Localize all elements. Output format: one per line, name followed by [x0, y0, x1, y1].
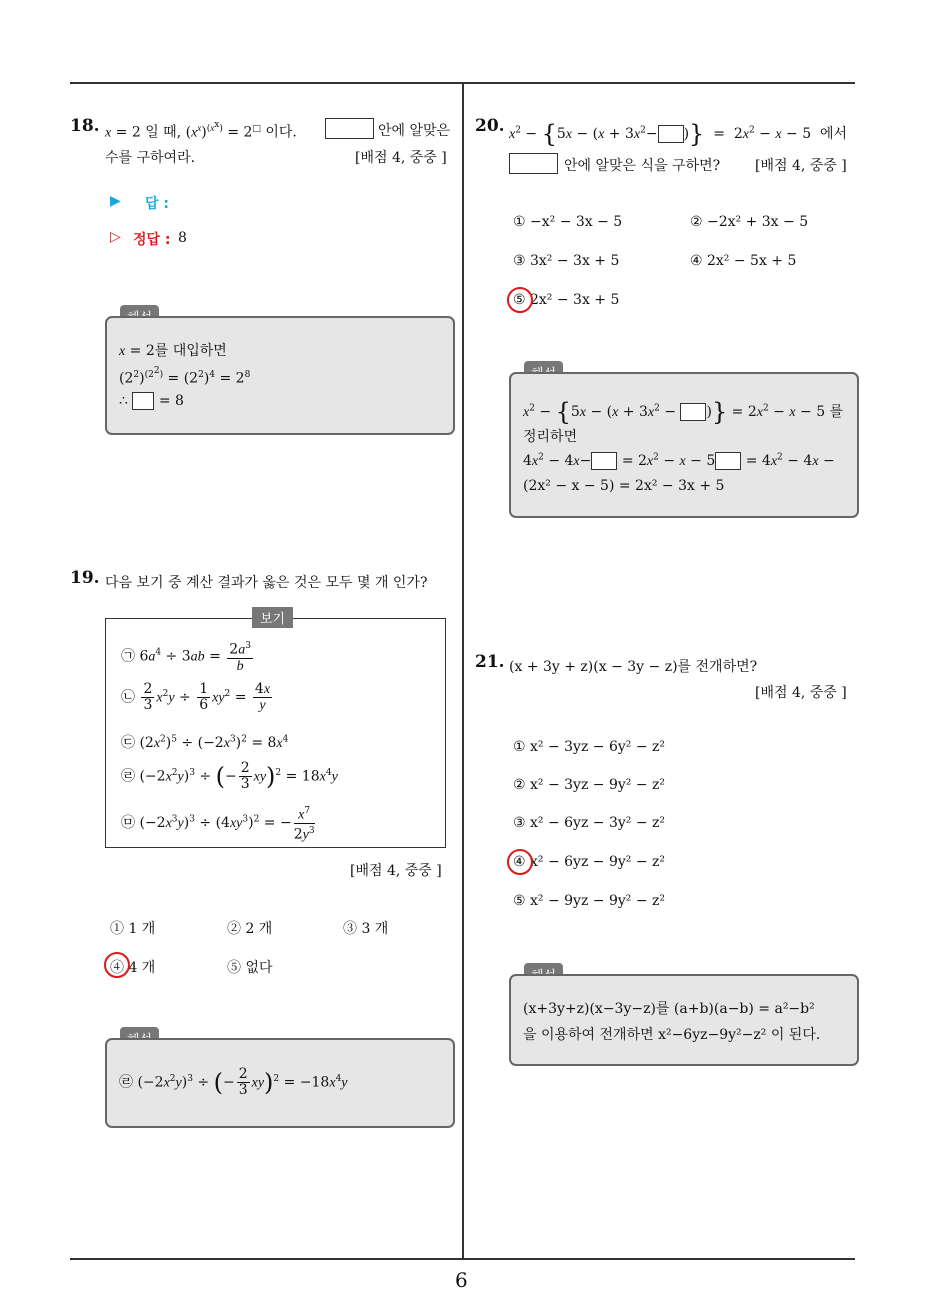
- q20-choice-4[interactable]: ④ 2x² − 5x + 5: [690, 253, 797, 269]
- q19-correct-mark-icon: [104, 952, 130, 978]
- q20-choice-3[interactable]: ③ 3x² − 3x + 5: [513, 253, 620, 269]
- q19-item-b: ㉡ $\frac{2}{3}$ $x^2y$ ÷ $\frac{1}{6}$ $xy^2$ = $\frac{4x}{y}$: [121, 681, 271, 713]
- q20-solution-line2: 정리하면: [523, 429, 578, 445]
- q20-solution-line3: $4x^2 - 4x- = 2x^2 - x - 5 = 4x^2 - 4x$ −: [523, 452, 835, 469]
- q18-answer-arrow-icon: ▶: [110, 193, 121, 209]
- q18-equation: x: [105, 125, 112, 141]
- q18-question-line2: 수를 구하여라.: [105, 150, 196, 166]
- q20-solution-line1: $x^2 - \{5x - (x + 3x^2$ − )} = $2x^2 - x - 5$ 를: [523, 398, 844, 426]
- q21-solution-line2: 을 이용하여 전개하면 x²−6yz−9y²−z² 이 된다.: [523, 1027, 821, 1043]
- q19-bogi-box: [105, 618, 446, 848]
- q18-solution-line2: $(2^2)^{(2^2)} = (2^2)^4 = 2^8$: [119, 366, 251, 387]
- q20-question-line2: 안에 알맞은 식을 구하면?: [564, 158, 721, 174]
- q18-question-line1-end: 안에 알맞은: [378, 123, 451, 139]
- q18-number: 18.: [70, 116, 100, 136]
- q19-question: 다음 보기 중 계산 결과가 옳은 것은 모두 몇 개 인가?: [105, 575, 428, 591]
- q20-meta: [배점 4, 중중 ]: [755, 158, 847, 174]
- bottom-rule: [70, 1258, 855, 1260]
- q21-choice-2[interactable]: ② x² − 3yz − 9y² − z²: [513, 777, 666, 793]
- q19-solution-box: [105, 1038, 455, 1128]
- q20-correct-mark-icon: [507, 287, 533, 313]
- q18-answer-label: 답 :: [145, 196, 169, 212]
- q20-solution-line4: (2x² − x − 5) = 2x² − 3x + 5: [523, 478, 725, 494]
- q19-solution-line1: ㉣ $(-2x^2y)^3$ ÷ (− $\frac{2}{3}$ $xy)^2 = -18x^4y$: [119, 1066, 348, 1098]
- q20-number: 20.: [475, 116, 505, 136]
- center-divider: [462, 83, 464, 1258]
- q19-item-d: ㉣ $(-2x^2y)^3$ ÷ (− $\frac{2}{3}$ $xy)^2 = 18x^4y$: [121, 760, 338, 792]
- q18-correct-value: 8: [178, 230, 187, 246]
- q18-solution-box: [105, 316, 455, 435]
- q21-correct-mark-icon: [507, 849, 533, 875]
- q19-item-c: ㉢ $(2x^2)^5 \div (-2x^3)^2 = 8x^4$: [121, 734, 289, 751]
- q20-choice-1[interactable]: ① −x² − 3x − 5: [513, 214, 623, 230]
- q19-choice-5[interactable]: ⑤ 없다: [227, 960, 273, 976]
- page-number: 6: [455, 1268, 468, 1292]
- q21-solution-line1: (x+3y+z)(x−3y−z)를 (a+b)(a−b) = a²−b²: [523, 1001, 815, 1017]
- q20-choice-2[interactable]: ② −2x² + 3x − 5: [690, 214, 809, 230]
- q19-item-e: ㉤ $(-2x^3y)^3 \div (4xy^3)^2$ = − $\frac{x^7}{2y^3}$: [121, 806, 315, 843]
- q19-choice-4[interactable]: ④ 4 개: [110, 960, 156, 976]
- q19-bogi-tag: 보기: [252, 607, 293, 628]
- q18-question-line1: x = 2 일 때, $(x^x)^{(x^x)} = 2^□$ 이다.: [105, 120, 297, 141]
- q19-meta: [배점 4, 중중 ]: [350, 863, 442, 879]
- q21-choice-5[interactable]: ⑤ x² − 9yz − 9y² − z²: [513, 893, 666, 909]
- q18-solution-line3: ∴ = 8: [119, 393, 184, 409]
- q19-number: 19.: [70, 568, 100, 588]
- q21-meta: [배점 4, 중중 ]: [755, 685, 847, 701]
- q21-number: 21.: [475, 652, 505, 672]
- q21-choice-4[interactable]: ④ x² − 6yz − 9y² − z²: [513, 854, 666, 870]
- q20-solution-box: [509, 372, 859, 518]
- q18-solution-line1: x = 2를 대입하면: [119, 343, 227, 359]
- q18-correct-label: 정답 :: [133, 232, 171, 248]
- q19-choice-2[interactable]: ② 2 개: [227, 921, 273, 937]
- q19-item-a: ㉠ $6a^4 \div 3ab$ = $\frac{2a^3}{b}$: [121, 641, 251, 674]
- q21-question: (x + 3y + z)(x − 3y − z)를 전개하면?: [509, 659, 758, 675]
- q19-choice-1[interactable]: ① 1 개: [110, 921, 156, 937]
- q20-answer-box[interactable]: [509, 153, 558, 174]
- q19-choice-3[interactable]: ③ 3 개: [343, 921, 389, 937]
- q21-choice-3[interactable]: ③ x² − 6yz − 3y² − z²: [513, 815, 666, 831]
- q18-correct-arrow-icon: ▷: [110, 229, 121, 245]
- q21-choice-1[interactable]: ① x² − 3yz − 6y² − z²: [513, 739, 666, 755]
- q18-meta: [배점 4, 중중 ]: [355, 150, 447, 166]
- q18-answer-box[interactable]: [325, 118, 374, 139]
- q20-question-line1: $x^2 - \{5x - (x + 3x^2-$ )} = $2x^2 - x - 5$ 에서: [509, 120, 848, 148]
- q21-solution-box: [509, 974, 859, 1066]
- q20-choice-5[interactable]: ⑤ 2x² − 3x + 5: [513, 292, 620, 308]
